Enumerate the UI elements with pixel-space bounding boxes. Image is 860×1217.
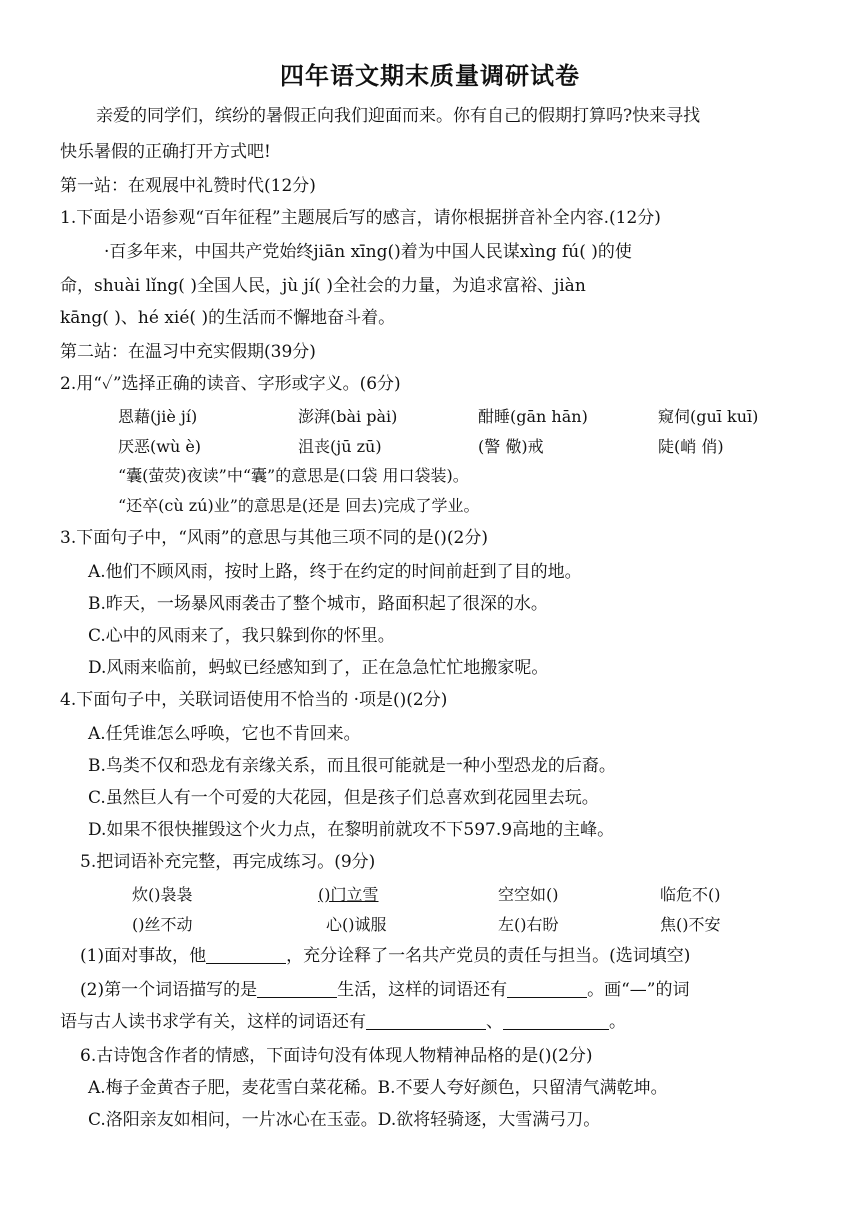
q2-item: 陡(峭 俏) bbox=[658, 437, 724, 456]
q1-line-1: ·百多年来，中国共产党始终jiān xīng()着为中国人民谋xìng fú( )的使 bbox=[104, 242, 632, 262]
q4-option-c: C.虽然巨人有一个可爱的大花园，但是孩子们总喜欢到花园里去玩。 bbox=[88, 788, 599, 808]
q5-word: 心()诚服 bbox=[326, 915, 387, 934]
q3-option-d: D.风雨来临前，蚂蚁已经感知到了，正在急急忙忙地搬家呢。 bbox=[88, 658, 549, 678]
q5-word: 焦()不安 bbox=[660, 915, 721, 934]
q2-item: 酣睡(gān hān) bbox=[478, 407, 588, 426]
page-title: 四年语文期末质量调研试卷 bbox=[280, 61, 580, 90]
answer-blank[interactable] bbox=[206, 945, 286, 964]
q2-item: 沮丧(jū zū) bbox=[298, 437, 382, 456]
answer-blank[interactable] bbox=[257, 979, 337, 998]
intro-line-2: 快乐暑假的正确打开方式吧! bbox=[60, 142, 271, 162]
answer-blank[interactable] bbox=[507, 979, 587, 998]
q5-word: ()丝不动 bbox=[132, 915, 193, 934]
q6-options-1: A.梅子金黄杏子肥，麦花雪白菜花稀。B.不要人夸好颜色，只留清气满乾坤。 bbox=[88, 1078, 668, 1098]
q3-option-a: A.他们不顾风雨，按时上路，终于在约定的时间前赶到了目的地。 bbox=[88, 562, 582, 582]
q5-prompt: 5.把词语补充完整，再完成练习。(9分) bbox=[80, 852, 376, 872]
q4-prompt: 4.下面句子中，关联词语使用不恰当的 ·项是()(2分) bbox=[60, 690, 448, 710]
q1-line-3: kāng( )、hé xié( )的生活而不懈地奋斗着。 bbox=[60, 308, 396, 328]
q2-item: 厌恶(wù è) bbox=[118, 437, 202, 456]
q5-sub-2-text: 。画“—”的词 bbox=[587, 980, 690, 1000]
q3-option-c: C.心中的风雨来了，我只躲到你的怀里。 bbox=[88, 626, 395, 646]
q5-word: 左()右盼 bbox=[498, 915, 559, 934]
q2-row-4: “还卒(cù zú)业”的意思是(还是 回去)完成了学业。 bbox=[118, 496, 480, 515]
q4-option-a: A.任凭谁怎么呼唤，它也不肯回来。 bbox=[88, 724, 361, 744]
intro-line-1: 亲爱的同学们，缤纷的暑假正向我们迎面而来。你有自己的假期打算吗?快来寻找 bbox=[96, 106, 701, 126]
q1-line-2: 命，shuài lǐng( )全国人民，jù jí( )全社会的力量，为追求富裕、jiàn bbox=[60, 276, 586, 296]
q4-option-b: B.鸟类不仅和恐龙有亲缘关系，而且很可能就是一种小型恐龙的后裔。 bbox=[88, 756, 616, 776]
q5-sub-1-text: ，充分诠释了一名共产党员的责任与担当。(选词填空) bbox=[286, 946, 691, 966]
q5-word: ()门立雪 bbox=[318, 885, 379, 904]
station-1-heading: 第一站：在观展中礼赞时代(12分) bbox=[60, 176, 316, 196]
q5-sub-1 bbox=[80, 944, 690, 968]
q2-item: 恩藉(jiè jí) bbox=[118, 407, 198, 426]
q2-item: 澎湃(bài pài) bbox=[298, 407, 398, 426]
q2-item: (警 儆)戒 bbox=[478, 437, 544, 456]
answer-blank[interactable] bbox=[503, 1011, 609, 1030]
q4-option-d: D.如果不很快摧毁这个火力点，在黎明前就攻不下597.9高地的主峰。 bbox=[88, 820, 615, 840]
q5-sub-2-text: 、 bbox=[486, 1012, 503, 1032]
q5-sub-2-cont bbox=[60, 1010, 626, 1034]
q5-word: 炊()袅袅 bbox=[132, 885, 193, 904]
q5-sub-2-text: 生活，这样的词语还有 bbox=[337, 980, 508, 1000]
q3-option-b: B.昨天，一场暴风雨袭击了整个城市，路面积起了很深的水。 bbox=[88, 594, 548, 614]
q5-sub-2-text: 。 bbox=[609, 1012, 626, 1032]
q5-sub-1-text: (1)面对事故，他 bbox=[80, 946, 207, 966]
answer-blank[interactable] bbox=[366, 1011, 486, 1030]
q3-prompt: 3.下面句子中，“风雨”的意思与其他三项不同的是()(2分) bbox=[60, 528, 488, 548]
q1-prompt: 1.下面是小语参观“百年征程”主题展后写的感言，请你根据拼音补全内容.(12分) bbox=[60, 208, 661, 228]
q5-sub-2-text: 语与古人读书求学有关，这样的词语还有 bbox=[60, 1012, 366, 1032]
q2-item: 窥伺(guī kuī) bbox=[658, 407, 759, 426]
station-2-heading: 第二站：在温习中充实假期(39分) bbox=[60, 342, 316, 362]
q5-sub-2-text: (2)第一个词语描写的是 bbox=[80, 980, 258, 1000]
q2-row-3: “囊(萤荧)夜读”中“囊”的意思是(口袋 用口袋装)。 bbox=[118, 466, 469, 485]
q5-word: 临危不() bbox=[660, 885, 721, 904]
q5-sub-2 bbox=[80, 978, 689, 1002]
q6-options-2: C.洛阳亲友如相问，一片冰心在玉壶。D.欲将轻骑逐，大雪满弓刀。 bbox=[88, 1110, 601, 1130]
q6-prompt: 6.古诗饱含作者的情感，下面诗句没有体现人物精神品格的是()(2分) bbox=[80, 1046, 593, 1066]
q5-word: 空空如() bbox=[498, 885, 559, 904]
q2-prompt: 2.用“✓”选择正确的读音、字形或字义。(6分) bbox=[60, 374, 401, 394]
